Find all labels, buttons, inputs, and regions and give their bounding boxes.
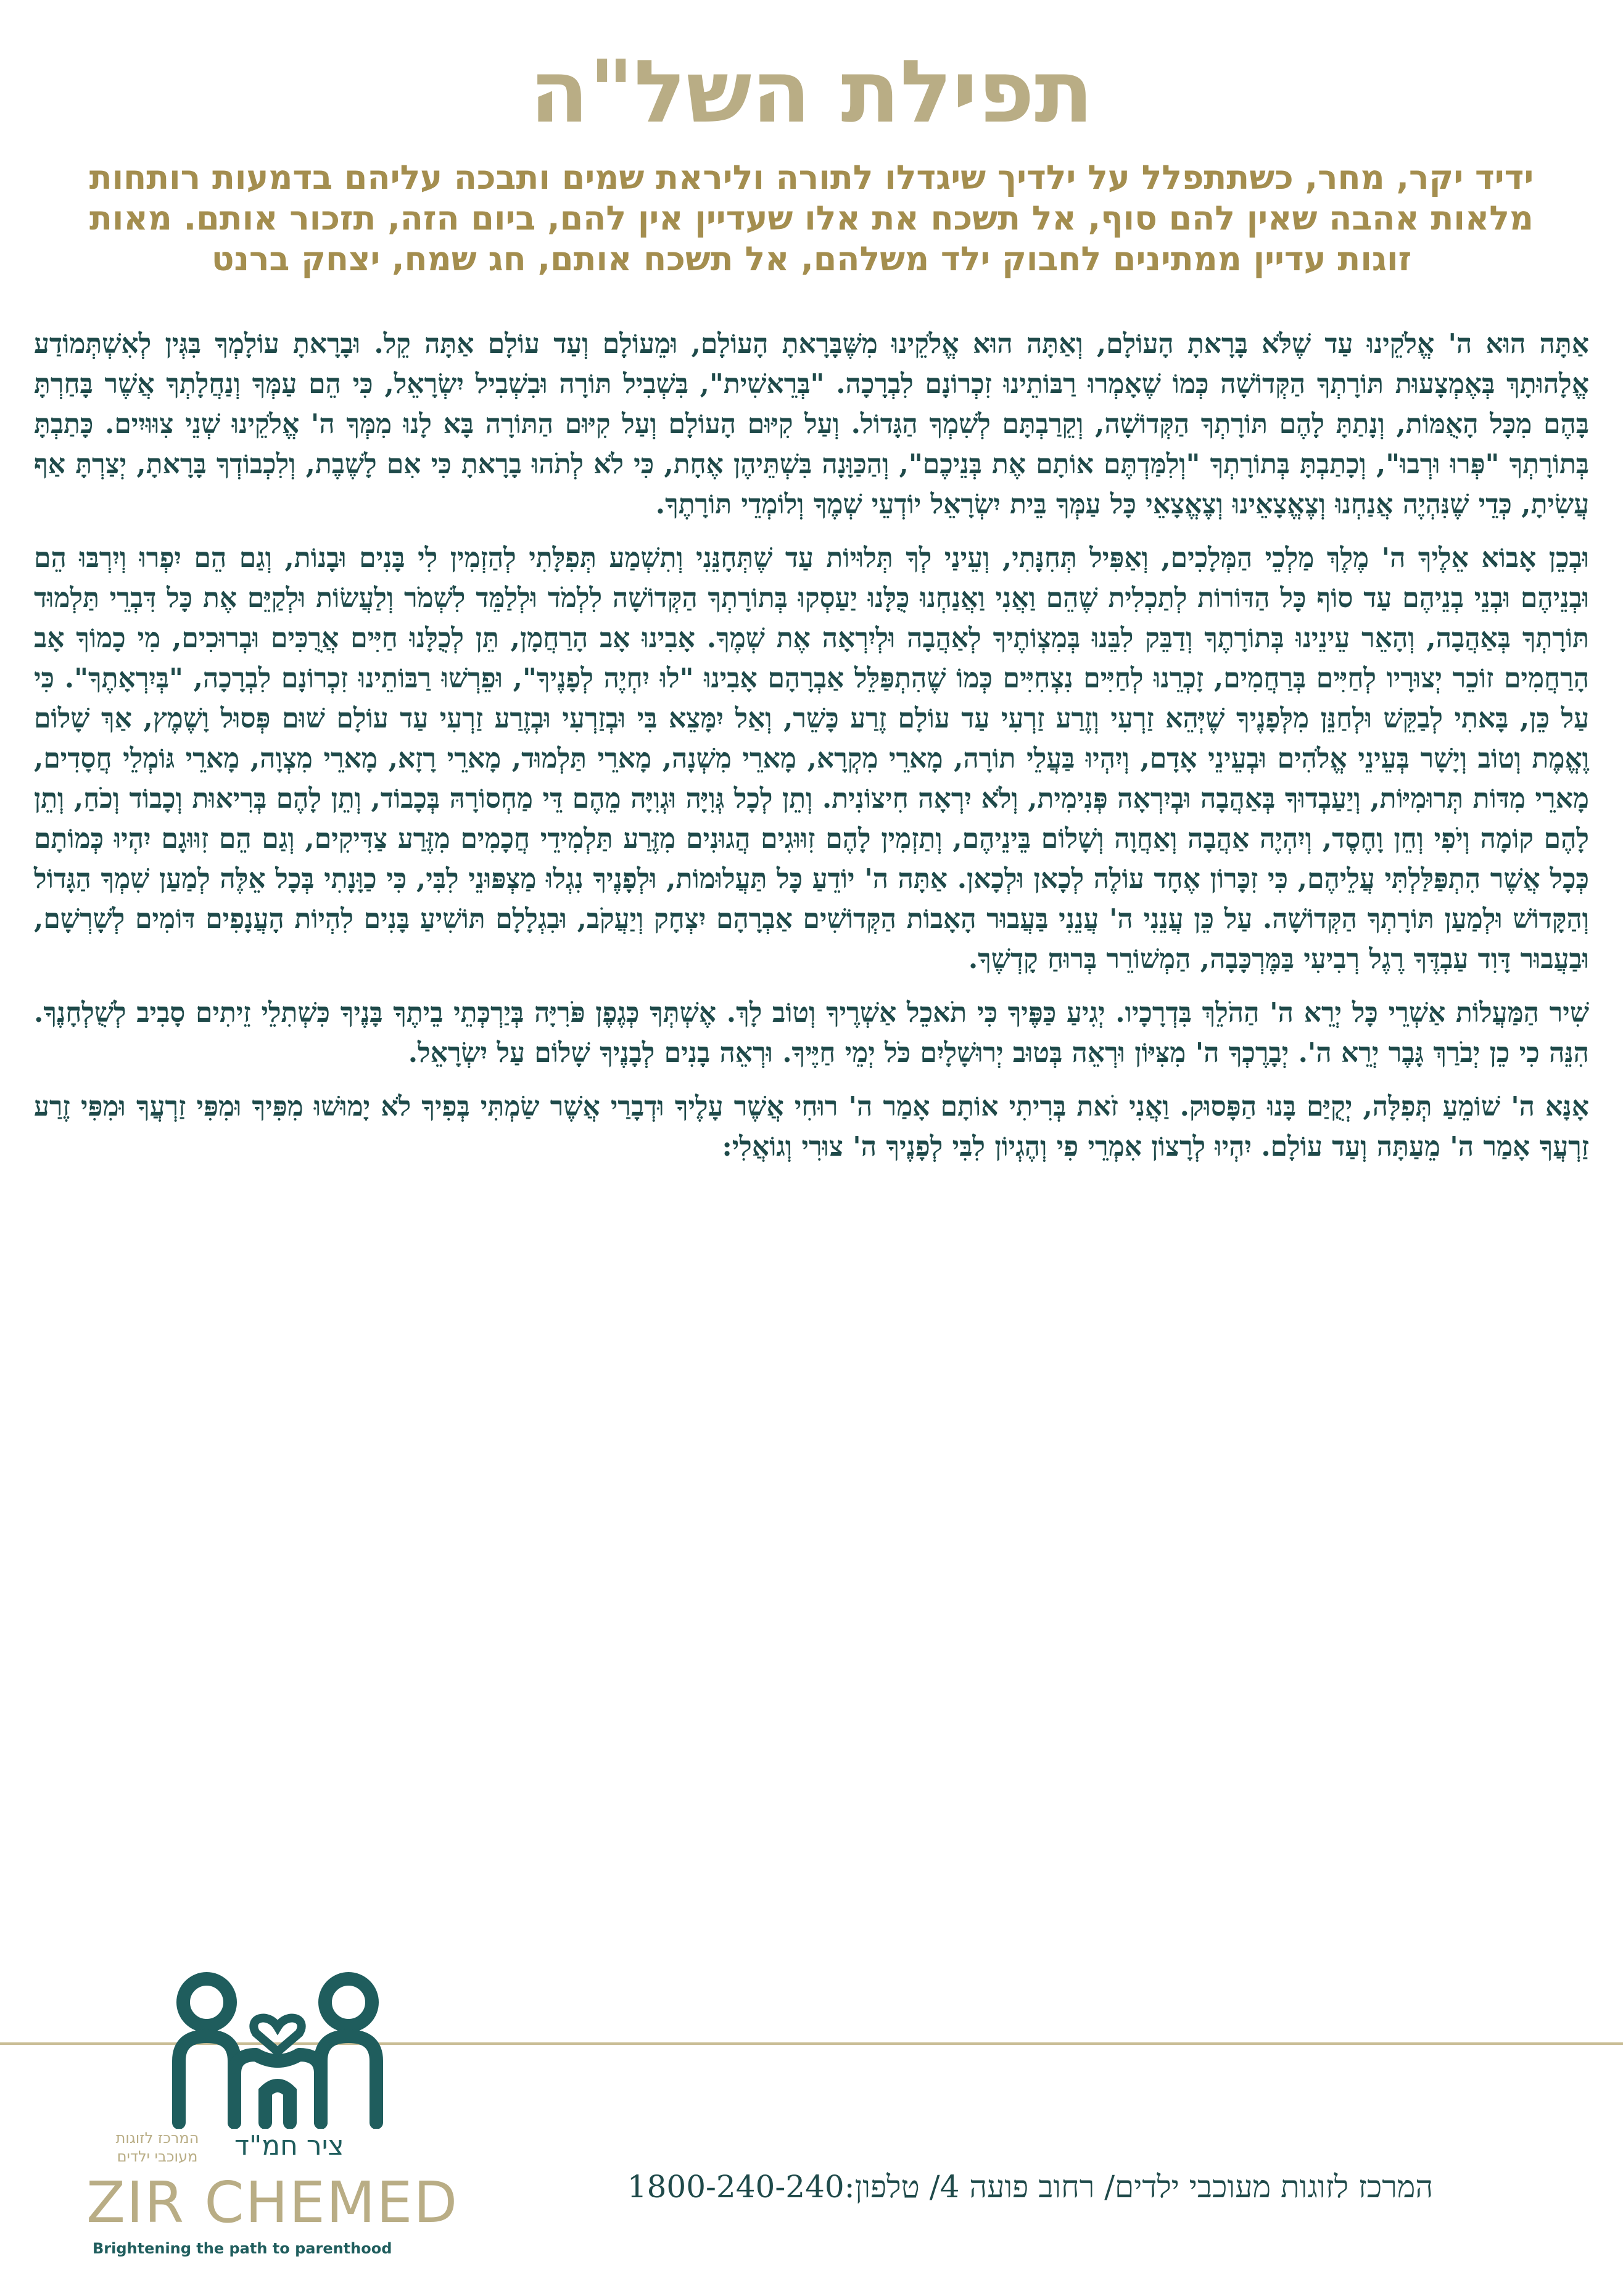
family-figures-icon <box>154 1968 401 2129</box>
prayer-paragraph: אַתָּה הוּא ה' אֱלֹקֵינוּ עַד שֶׁלֹּא בָּרָאתָ הָעוֹלָם, וְאַתָּה הוּא אֱלֹקֵינוּ מִשֶּׁבָּרָאתָ הָעוֹלָם, וּמֵעוֹלָם וְעַד עוֹלָם אַתָּה קֵל. וּבָרָאתָ עוֹלָמְךָ בִּגְּין לְאִשְׁתְּמוֹדַע אֱלָהוּתָךְ בְּאֶמְצָעוּת תּוֹרָתְךָ הַקְּדוֹשָׁה כְּמוֹ שֶׁאָמְרוּ רַבּוֹתֵינוּ זִכְרוֹנָם לִבְרָכָה. "בְּרֵאשִׁית", בִּשְׁבִיל תּוֹרָה וּבִשְׁבִיל יִשְׂרָאֵל, כִּי הֵם עַמְּךָ וְנַחֲלָתְךָ אֲשֶׁר בָּחַרְתָּ בָּהֶם מִכָּל הָאֻמּוֹת, וְנָתַתָּ לָהֶם תּוֹרָתְךָ הַקְּדוֹשָׁה, וְקֵרַבְתָּם לְשִׁמְךָ הַגָּדוֹל. וְעַל קִיּוּם הָעוֹלָם וְעַל קִיּוּם הַתּוֹרָה בָּא לָנוּ מִמְּךָ ה' אֱלֹקֵינוּ שְׁנֵי צִוּוּיִים. כָּתַבְתָּ בְּתוֹרָתְךָ "פְּרוּ וּרְבוּ", וְכָתַבְתָּ בְּתוֹרָתְךָ "וְלִמַּדְתֶּם אוֹתָם אֶת בְּנֵיכֶם", וְהַכַּוָּנָה בִּשְׁתֵּיהֶן אֶחָת, כִּי לֹא לְתֹהוּ בָרָאתָ כִּי אִם לָשֶׁבֶת, וְלִכְבוֹדְךָ בָּרָאתָ, יְצַרְתָּ אַף עֲשִׂיתָ, כְּדֵי שֶׁנִּהְיֶה אֲנַחְנוּ וְצֶאֱצָאֵינוּ וְצֶאֱצָאֵי כָּל עַמְּךָ בֵּית יִשְׂרָאֵל יוֹדְעֵי שְׁמֶךָ וְלוֹמְדֵי תּוֹרָתֶךָ. <box>34 328 1589 520</box>
prayer-paragraph: שִׁיר הַמַּעֲלוֹת אַשְׁרֵי כָּל יְרֵא ה' הַהֹלֵךְ בִּדְרָכָיו. יְגִיעַ כַּפֶּיךָ כִּי תֹאכֵל אַשְׁרֶיךָ וְטוֹב לָךְ. אֶשְׁתְּךָ כְּגֶפֶן פֹּרִיָּה בְּיַרְכְּתֵי בֵיתֶךָ בָּנֶיךָ כִּשְׁתִלֵי זֵיתִים סָבִיב לְשֻׁלְחָנֶךָ. הִנֵּה כִי כֵן יְבֹרַךְ גָּבֶר יְרֵא ה'. יְבָרֶכְךָ ה' מִצִּיּוֹן וּרְאֵה בְּטוּב יְרוּשָׁלָיִם כֹּל יְמֵי חַיֶּיךָ. וּרְאֵה בָנִים לְבָנֶיךָ שָׁלוֹם עַל יִשְׂרָאֵל. <box>34 997 1589 1069</box>
logo-tagline: Brightening the path to parenthood <box>93 2240 392 2257</box>
prayer-paragraph: וּבְכֵן אָבוֹא אֵלֶיךָ ה' מֶלֶךְ מַלְכֵי הַמְּלָכִים, וְאַפִּיל תְּחִנָּתִי, וְעֵינַי לְךָ תְּלוּיוֹת עַד שֶׁתְּחָנֵּנִי וְתִשְׁמַע תְּפִלָּתִי לְהַזְמִין לִי בָּנִים וּבָנוֹת, וְגַם הֵם יִפְרוּ וְיִרְבּוּ הֵם וּבְנֵיהֶם וּבְנֵי בְנֵיהֶם עַד סוֹף כָּל הַדּוֹרוֹת לְתַכְלִית שֶׁהֵם וַאֲנִי וַאֲנַחְנוּ כֻּלָּנוּ יַעַסְקוּ בְּתוֹרָתְךָ הַקְּדוֹשָׁה לִלְמֹד וּלְלַמֵּד לִשְׁמֹר וְלַעֲשׂוֹת וּלְקַיֵּם אֶת כָּל דִּבְרֵי תַּלְמוּד תּוֹרָתְךָ בְּאַהֲבָה, וְהָאֵר עֵינֵינוּ בְּתוֹרָתֶךָ וְדַבֵּק לִבֵּנוּ בְּמִצְוֹתֶיךָ לְאַהֲבָה וּלְיִרְאָה אֶת שְׁמֶךָ. אָבִינוּ אָב הָרַחֲמָן, תֵּן לְכֻלָּנוּ חַיִּים אֲרֻכִּים וּבְרוּכִים, מִי כָמוֹךָ אָב הָרַחֲמִים זוֹכֵר יְצוּרָיו לְחַיִּים בְּרַחֲמִים, זָכְרֵנוּ לְחַיִּים נִצְחִיִּים כְּמוֹ שֶׁהִתְפַּלֵּל אַבְרָהָם אָבִינוּ "לוּ יִחְיֶה לְפָנֶיךָ", וּפֵרְשׁוּ רַבּוֹתֵינוּ זִכְרוֹנָם לִבְרָכָה, "בְּיִרְאָתֶךָ". כִּי עַל כֵּן, בָּאתִי לְבַקֵּשׁ וּלְחַנֵּן מִלְּפָנֶיךָ שֶׁיְּהֵא זַרְעִי וְזֶרַע זַרְעִי עַד עוֹלָם זֶרַע כָּשֵׁר, וְאַל יִמָּצֵא בִּי וּבְזַרְעִי וּבְזֶרַע זַרְעִי עַד עוֹלָם שׁוּם פְּסוּל וָשֶׁמֶץ, אַךְ שָׁלוֹם וֶאֱמֶת וְטוֹב וְיָשָׁר בְּעֵינֵי אֱלֹהִים וּבְעֵינֵי אָדָם, וְיִהְיוּ בַּעֲלֵי תוֹרָה, מָארֵי מִקְרָא, מָארֵי מִשְׁנָה, מָארֵי תַּלְמוּד, מָארֵי רָזָא, מָארֵי מִצְוָה, מָארֵי גּוֹמְלֵי חֲסָדִים, מָארֵי מִדּוֹת תְּרוּמִיּוֹת, וְיַעַבְדוּךָ בְּאַהֲבָה וּבְיִרְאָה פְּנִימִית, וְלֹא יִרְאָה חִיצוֹנִית. וְתֵן לְכָל גְּוִיָּה וּגְוִיָּה מֵהֶם דֵּי מַחְסוֹרָהּ בְּכָבוֹד, וְתֵן לָהֶם בְּרִיאוּת וְכָבוֹד וְכֹחַ, וְתֵן לָהֶם קוֹמָה וְיֹפִי וְחֵן וָחֶסֶד, וְיִהְיֶה אַהֲבָה וְאַחֲוָה וְשָׁלוֹם בֵּינֵיהֶם, וְתַזְמִין לָהֶם זִוּוּגִים הֲגוּנִים מִזֶּרַע תַּלְמִידֵי חֲכָמִים מִזֶּרַע צַדִּיקִים, וְגַם הֵם זִוּוּגָם יִהְיוּ כְּמוֹתָם כְּכָל אֲשֶׁר הִתְפַּלַּלְתִּי עֲלֵיהֶם, כִּי זִכָּרוֹן אֶחָד עוֹלֶה לְכָאן וּלְכָאן. אַתָּה ה' יוֹדֵעַ כָּל תַּעֲלוּמוֹת, וּלְפָנֶיךָ נִגְלוּ מַצְפּוּנֵי לִבִּי, כִּי כַוָּנָתִי בְּכָל אֵלֶּה לְמַעַן שִׁמְךָ הַגָּדוֹל וְהַקָּדוֹשׁ וּלְמַעַן תּוֹרָתְךָ הַקְּדוֹשָׁה. עַל כֵּן עֲנֵנִי ה' עֲנֵנִי בַּעֲבוּר הָאָבוֹת הַקְּדוֹשִׁים אַבְרָהָם יִצְחָק וְיַעֲקֹב, וּבִגְלָלָם תּוֹשִׁיעַ בָּנִים לִהְיוֹת הָעֲנָפִים דּוֹמִים לְשָׁרְשָׁם, וּבַעֲבוּר דָּוִד עַבְדֶּךָ רֶגֶל רְבִיעִי בַּמֶּרְכָּבָה, הַמְשׁוֹרֵר בְּרוּחַ קָדְשֶׁךָ. <box>34 542 1589 975</box>
zir-chemed-logo <box>74 1968 469 2257</box>
page-title: תפילת השל"ה <box>529 42 1094 143</box>
prayer-text <box>34 324 1589 1180</box>
intro-dedication: ידיד יקר, מחר, כשתתפלל על ילדיך שיגדלו לתורה וליראת שמים ותבכה עליהם בדמעות רותחות מלאות אהבה שאין להם סוף, אל תשכח את אלו שעדיין אין להם, ביום הזה, תזכור אותם. מאות זוגות עדיין ממתינים לחבוק ילד משלהם, אל תשכח אותם, חג שמח, יצחק ברנט <box>89 158 1534 278</box>
logo-english-name: ZIR CHEMED <box>86 2170 459 2236</box>
logo-hebrew-name: ציר חמ"ד <box>234 2130 344 2161</box>
prayer-paragraph: אָנָּא ה' שׁוֹמֵעַ תְּפִלָּה, יְקֻיַּם בָּנוּ הַפָּסוּק. וַאֲנִי זֹאת בְּרִיתִי אוֹתָם אָמַר ה' רוּחִי אֲשֶׁר עָלֶיךָ וּדְבָרַי אֲשֶׁר שַׂמְתִּי בְּפִיךָ לֹא יָמוּשׁוּ מִפִּיךָ וּמִפִּי זַרְעֲךָ וּמִפִּי זֶרַע זַרְעֲךָ אָמַר ה' מֵעַתָּה וְעַד עוֹלָם. יִהְיוּ לְרָצוֹן אִמְרֵי פִי וְהֶגְיוֹן לִבִּי לְפָנֶיךָ ה' צוּרִי וְגוֹאֲלִי: <box>34 1091 1589 1163</box>
contact-line: המרכז לזוגות מעוכבי ילדים/ רחוב פועה 4/ טלפון:1800-240-240 <box>627 2169 1434 2205</box>
logo-hebrew-subtitle: המרכז לזוגות מעוכבי ילדים <box>115 2129 199 2165</box>
